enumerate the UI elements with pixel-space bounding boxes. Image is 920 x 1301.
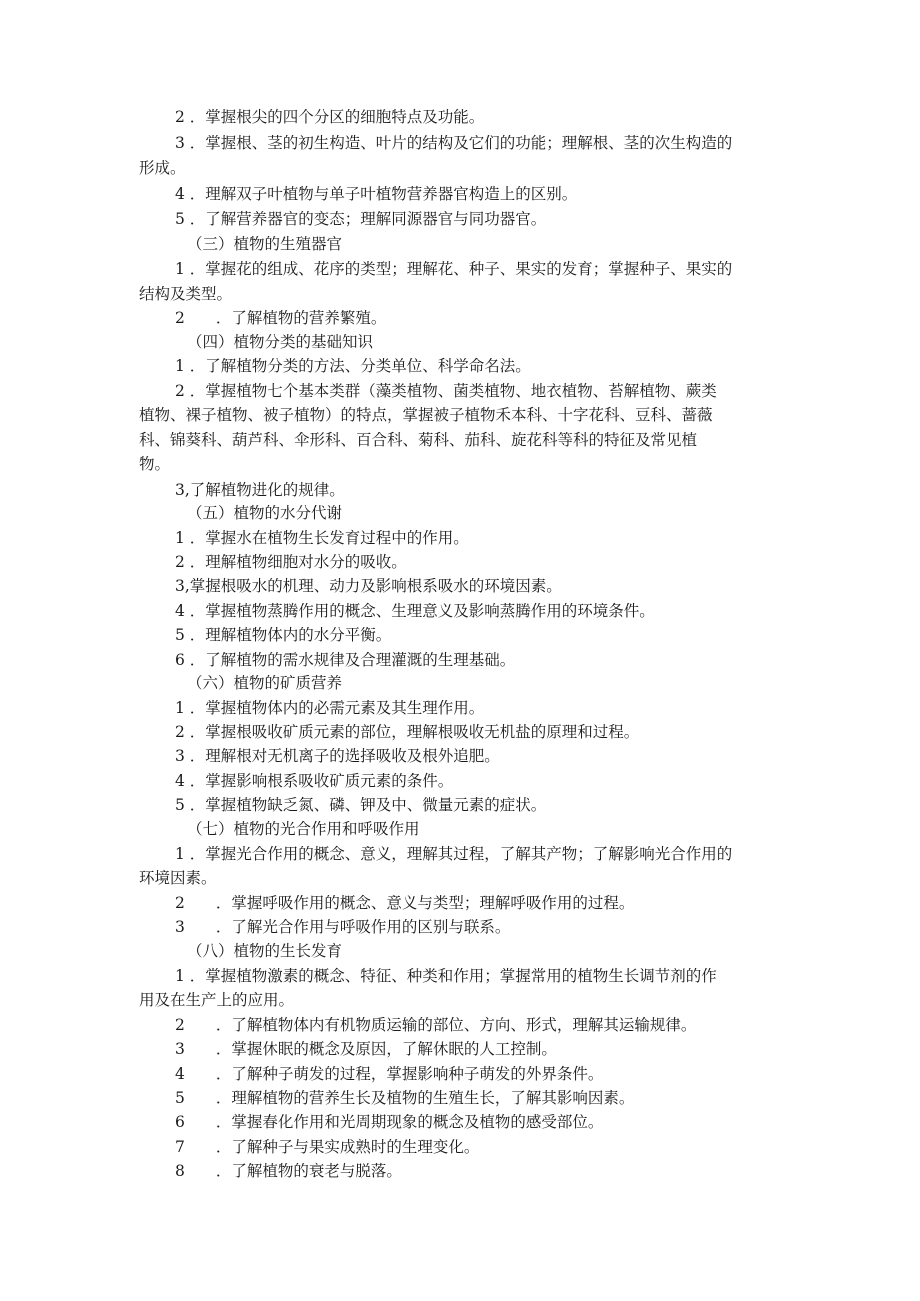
- text-line: 结构及类型。: [139, 285, 233, 303]
- text-line: 2 ．掌握呼吸作用的概念、意义与类型；理解呼吸作用的过程。: [175, 894, 635, 912]
- text-line: 物。: [139, 455, 171, 473]
- text-line: 6 ．掌握春化作用和光周期现象的概念及植物的感受部位。: [175, 1113, 604, 1131]
- text-line: 4 ．掌握植物蒸腾作用的概念、生理意义及影响蒸腾作用的环境条件。: [175, 602, 655, 620]
- text-line: 3,了解植物进化的规律。: [175, 481, 345, 499]
- text-line: 3 ．掌握根、茎的初生构造、叶片的结构及它们的功能；理解根、茎的次生构造的: [175, 134, 733, 152]
- text-line: 8 ．了解植物的衰老与脱落。: [175, 1162, 402, 1180]
- text-line: 1 ．掌握光合作用的概念、意义，理解其过程，了解其产物；了解影响光合作用的: [175, 845, 733, 863]
- text-line: 植物、裸子植物、被子植物）的特点，掌握被子植物禾本科、十字花科、豆科、蔷薇: [139, 406, 713, 424]
- text-line: 1 ．掌握植物体内的必需元素及其生理作用。: [175, 699, 485, 717]
- section-heading: （八）植物的生长发育: [187, 942, 343, 960]
- text-line: 2 ．了解植物体内有机物质运输的部位、方向、形式，理解其运输规律。: [175, 1016, 697, 1034]
- text-line: 4 ．理解双子叶植物与单子叶植物营养器官构造上的区别。: [175, 185, 578, 203]
- text-line: 4 ．了解种子萌发的过程，掌握影响种子萌发的外界条件。: [175, 1065, 604, 1083]
- text-line: 2 ．理解植物细胞对水分的吸收。: [175, 553, 407, 571]
- text-line: 用及在生产上的应用。: [139, 991, 295, 1009]
- section-heading: （三）植物的生殖器官: [187, 235, 343, 253]
- section-heading: （七）植物的光合作用和呼吸作用: [187, 820, 420, 838]
- text-line: 1 ．掌握水在植物生长发育过程中的作用。: [175, 529, 469, 547]
- text-line: 1 ．掌握花的组成、花序的类型；理解花、种子、果实的发育；掌握种子、果实的: [175, 260, 733, 278]
- text-line: 5 ．理解植物的营养生长及植物的生殖生长，了解其影响因素。: [175, 1089, 635, 1107]
- text-line: 科、锦葵科、葫芦科、伞形科、百合科、菊科、茄科、旋花科等科的特征及常见植: [139, 431, 698, 449]
- text-line: 3 ．了解光合作用与呼吸作用的区别与联系。: [175, 918, 511, 936]
- text-line: 1 ．了解植物分类的方法、分类单位、科学命名法。: [175, 357, 531, 375]
- text-line: 7 ．了解种子与果实成熟时的生理变化。: [175, 1138, 480, 1156]
- text-line: 5 ．理解植物体内的水分平衡。: [175, 626, 392, 644]
- text-line: 环境因素。: [139, 869, 217, 887]
- section-heading: （六）植物的矿质营养: [187, 674, 343, 692]
- section-heading: （五）植物的水分代谢: [187, 504, 343, 522]
- text-line: 3 ．理解根对无机离子的选择吸收及根外追肥。: [175, 747, 500, 765]
- section-heading: （四）植物分类的基础知识: [187, 333, 374, 351]
- text-line: 6 ．了解植物的需水规律及合理灌溉的生理基础。: [175, 651, 516, 669]
- text-line: 2 ．了解植物的营养繁殖。: [175, 309, 387, 327]
- text-line: 5 ．掌握植物缺乏氮、磷、钾及中、微量元素的症状。: [175, 796, 547, 814]
- text-line: 3 ．掌握休眠的概念及原因，了解休眠的人工控制。: [175, 1040, 557, 1058]
- text-line: 2 ．掌握根吸收矿质元素的部位，理解根吸收无机盐的原理和过程。: [175, 723, 640, 741]
- text-line: 3,掌握根吸水的机理、动力及影响根系吸水的环境因素。: [175, 577, 562, 595]
- text-line: 2 ．掌握植物七个基本类群（藻类植物、菌类植物、地衣植物、苔解植物、蕨类: [175, 382, 717, 400]
- text-line: 形成。: [139, 159, 186, 177]
- text-line: 2 ．掌握根尖的四个分区的细胞特点及功能。: [175, 108, 485, 126]
- text-line: 4 ．掌握影响根系吸收矿质元素的条件。: [175, 772, 454, 790]
- text-line: 5 ．了解营养器官的变态；理解同源器官与同功器官。: [175, 210, 547, 228]
- text-line: 1 ．掌握植物激素的概念、特征、种类和作用；掌握常用的植物生长调节剂的作: [175, 967, 717, 985]
